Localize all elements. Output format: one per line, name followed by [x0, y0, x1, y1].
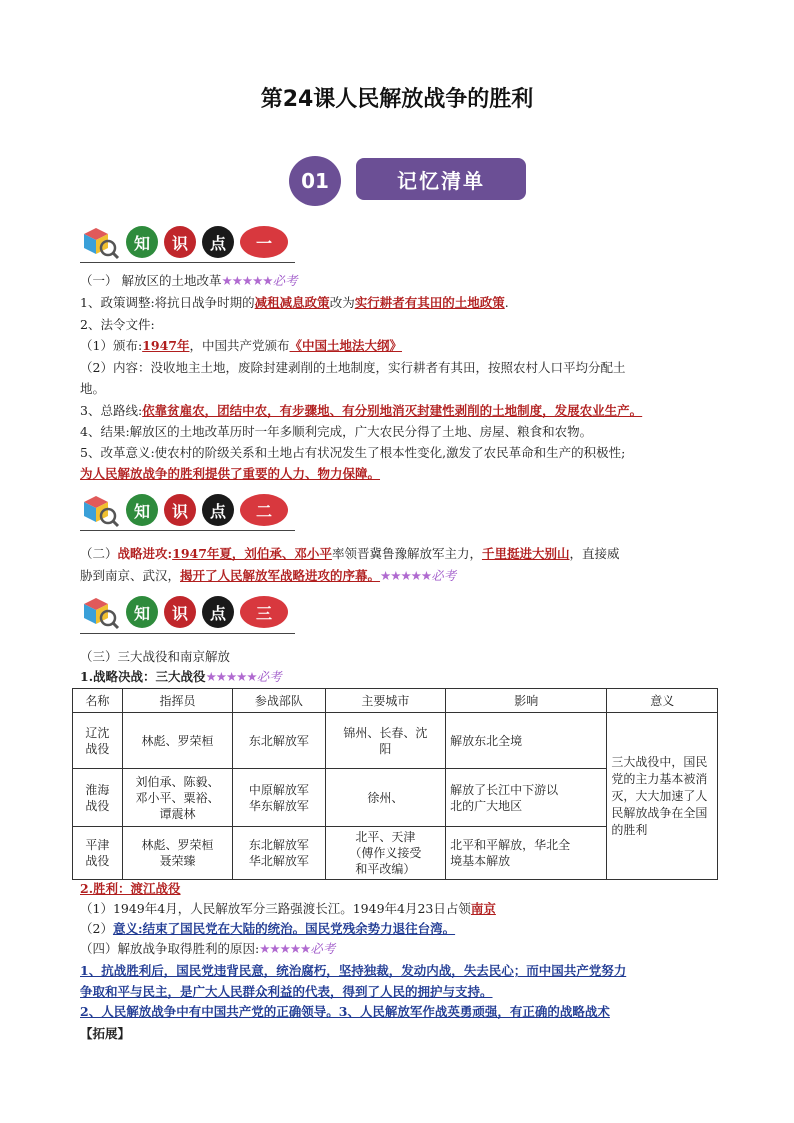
dian-circle: 点	[202, 596, 234, 628]
th-meaning: 意义	[607, 689, 718, 713]
divider	[80, 262, 295, 263]
dian-circle: 点	[202, 226, 234, 258]
extension-label: 【拓展】	[80, 1026, 131, 1041]
zhi-circle: 知	[126, 226, 158, 258]
part3-line-s3: （2）意义:结束了国民党在大陆的统治。国民党残余势力退往台湾。	[80, 921, 456, 936]
th-cities: 主要城市	[325, 689, 446, 713]
divider	[80, 530, 295, 531]
dian-circle: 点	[202, 494, 234, 526]
section-label-bar: 记忆清单	[356, 158, 526, 200]
part1-heading: （一） 解放区的土地改革★★★★★必考	[80, 273, 298, 288]
table-row: 淮海 战役 刘伯承、陈毅、 邓小平、粟裕、 谭震林 中原解放军 华东解放军 徐州、 解放了长江中下游以 北的广大地区	[73, 769, 718, 827]
shi-circle: 识	[164, 596, 196, 628]
part1-line5: 3、总路线:依靠贫雇农，团结中农，有步骤地、有分别地消灭封建性剥削的土地制度，发展农业生产。	[80, 403, 643, 418]
part1-line4: （2）内容：没收地主土地，废除封建剥削的土地制度，实行耕者有其田，按照农村人口平均分配土	[80, 360, 626, 375]
part3-sub2: 2.胜利：渡江战役	[80, 881, 181, 896]
part2-line1: （二）战略进攻:1947年夏，刘伯承、邓小平率领晋冀鲁豫解放军主力，千里挺进大别山，直接威	[80, 546, 620, 561]
shi-circle: 识	[164, 226, 196, 258]
knowledge-point-header-3	[80, 592, 288, 632]
number-circle: 一	[240, 226, 288, 258]
cube-magnifier-icon	[80, 224, 120, 260]
th-commander: 指挥员	[122, 689, 233, 713]
zhi-circle: 知	[126, 494, 158, 526]
three-campaigns-table	[72, 688, 718, 880]
part3-heading: （三）三大战役和南京解放	[80, 649, 231, 664]
part3-sub1: 1.战略决战：三大战役★★★★★必考	[80, 669, 282, 684]
number-circle: 三	[240, 596, 288, 628]
cube-magnifier-icon	[80, 594, 120, 630]
section-number-badge: 01	[289, 156, 341, 206]
part2-line2: 胁到南京、武汉，揭开了人民解放军战略进攻的序幕。★★★★★必考	[80, 568, 457, 583]
page-title: 第24课人民解放战争的胜利	[260, 87, 534, 112]
table-row: 平津 战役 林彪、罗荣桓 聂荣臻 东北解放军 华北解放军 北平、天津 （傅作义接受 和平改编） 北平和平解放，华北全 境基本解放	[73, 827, 718, 880]
cube-magnifier-icon	[80, 492, 120, 528]
table-row: 辽沈 战役 林彪、罗荣桓 东北解放军 锦州、长春、沈 阳 解放东北全境 三大战役中，国民党的主力基本被消灭，大大加速了人民解放战争在全国的胜利	[73, 713, 718, 769]
zhi-circle: 知	[126, 596, 158, 628]
th-impact: 影响	[446, 689, 607, 713]
part1-line3: （1）颁布:1947年，中国共产党颁布《中国土地法大纲》	[80, 338, 402, 353]
knowledge-point-header-2	[80, 490, 288, 530]
th-troops: 参战部队	[233, 689, 325, 713]
part4-heading: （四）解放战争取得胜利的原因:★★★★★必考	[80, 941, 336, 956]
part1-line1: 1、政策调整:将抗日战争时期的减租减息政策改为实行耕者有其田的土地政策.	[80, 295, 509, 310]
part1-line7: 5、改革意义:使农村的阶级关系和土地占有状况发生了根本性变化,激发了农民革命和生产的积极性;	[80, 445, 626, 460]
knowledge-point-header-1	[80, 222, 288, 262]
part1-line4b: 地。	[80, 381, 106, 396]
part3-line-s2: （1）1949年4月，人民解放军分三路强渡长江。1949年4月23日占领南京	[80, 901, 496, 916]
number-circle: 二	[240, 494, 288, 526]
reason-line3: 2、人民解放战争中有中国共产党的正确领导。3、人民解放军作战英勇顽强，有正确的战略战术	[80, 1004, 610, 1019]
part1-line8: 为人民解放战争的胜利提供了重要的人力、物力保障。	[80, 466, 381, 481]
shi-circle: 识	[164, 494, 196, 526]
reason-line2: 争取和平与民主，是广大人民群众利益的代表，得到了人民的拥护与支持。	[80, 984, 493, 999]
part1-line2: 2、法令文件:	[80, 317, 155, 332]
divider	[80, 633, 295, 634]
part1-line6: 4、结果:解放区的土地改革历时一年多顺利完成，广大农民分得了土地、房屋、粮食和农物。	[80, 424, 593, 439]
reason-line1: 1、抗战胜利后，国民党违背民意，统治腐朽，坚持独裁，发动内战，失去民心；而中国共产党努力	[80, 963, 627, 978]
th-name: 名称	[73, 689, 123, 713]
meaning-cell: 三大战役中，国民党的主力基本被消灭，大大加速了人民解放战争在全国的胜利	[607, 713, 718, 880]
